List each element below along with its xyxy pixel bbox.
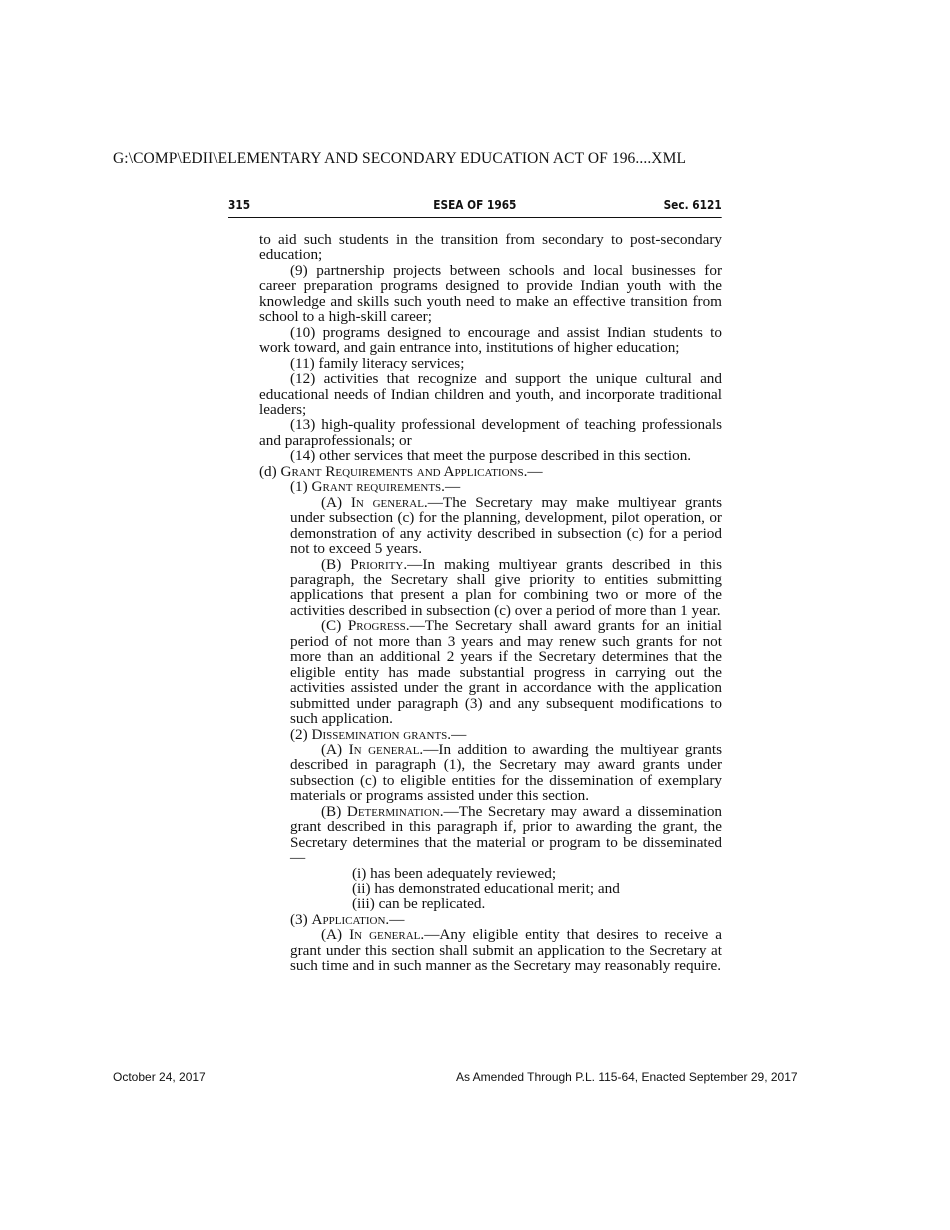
clause-d2B-iii: (iii) can be replicated. [352, 895, 486, 913]
subparagraph-d1A-number: (A) [321, 493, 351, 511]
running-head [228, 197, 722, 218]
subparagraph-d1A-title: In general. [350, 493, 428, 511]
paragraph-d1-title: Grant requirements. [311, 478, 445, 496]
paragraph-14: (14) other services that meet the purpose described in this section. [290, 447, 692, 465]
subparagraph-d2A [259, 742, 722, 804]
subparagraph-d2A-number: (A) [321, 740, 349, 758]
subparagraph-d1B-number: (B) [321, 555, 351, 573]
paragraph-d2-number: (2) [290, 725, 312, 743]
paragraph-8-continued: to aid such students in the transition from secondary to post-secondary education; [259, 231, 722, 264]
footer-amended-through: As Amended Through P.L. 115-64, Enacted September 29, 2017 [456, 1070, 798, 1084]
subparagraph-d2A-title: In general. [348, 740, 424, 758]
paragraph-d2-dash: — [451, 725, 467, 743]
subparagraph-d1C [259, 618, 722, 726]
paragraph-d3-number: (3) [290, 910, 312, 928]
file-path-header: G:\COMP\EDII\ELEMENTARY AND SECONDARY EDUCATION ACT OF 196....XML [113, 150, 687, 167]
subsection-d-title: Grant Requirements and Applications. [280, 462, 528, 480]
footer-date: October 24, 2017 [113, 1070, 206, 1084]
subparagraph-d3A-number: (A) [321, 926, 350, 944]
paragraph-13: (13) high-quality professional development of teaching professionals and paraprofessionals; or [259, 416, 722, 449]
subsection-d-heading [259, 464, 722, 479]
paragraph-d1-dash: — [444, 478, 461, 496]
clause-d2B-i: (i) has been adequately reviewed; [352, 864, 557, 882]
section-number: Sec. 6121 [663, 198, 722, 212]
subparagraph-d1C-number: (C) [321, 617, 348, 635]
subparagraph-d1B [259, 557, 722, 619]
paragraph-9: (9) partnership projects between schools and local businesses for career preparation programs designed to provide Indian youth with the knowledge and skills such youth need to make an effective transition from school to a high-skill career; [259, 261, 722, 326]
subparagraph-d3A [259, 927, 722, 973]
subparagraph-d2A-text: —In addition to awarding the multiyear grants described in paragraph (1), the Secretary may award grants under subsection (c) to eligible entities for the dissemination of exemplary materials or programs assisted under this section. [290, 740, 722, 805]
paragraph-d3-dash: — [389, 910, 405, 928]
subparagraph-d1C-text: —The Secretary shall award grants for an initial period of not more than 3 years and may renew such grants for not more than an additional 2 years if the Secretary determines that the eligible entity has made substantial progress in carrying out the activities assisted under the grant in accordance with the application submitted under paragraph (3) and any subsequent modifications to such application. [290, 617, 723, 728]
paragraph-11: (11) family literacy services; [290, 354, 465, 372]
subsection-d-number: (d) [259, 462, 281, 480]
subparagraph-d2B-number: (B) [321, 802, 347, 820]
subparagraph-d2B-text: —The Secretary may award a dissemination grant described in this paragraph if, prior to awarding the grant, the Secretary determines that the material or program to be disseminated— [290, 802, 723, 867]
subparagraph-d1B-title: Priority. [350, 555, 408, 573]
page-number: 315 [228, 198, 251, 212]
statute-body [259, 232, 722, 974]
subsection-d-dash: — [527, 462, 543, 480]
subparagraph-d2B-title: Determination. [346, 802, 444, 820]
paragraph-d2-title: Dissemination grants. [311, 725, 452, 743]
subparagraph-d1A [259, 495, 722, 557]
subparagraph-d1A-text: —The Secretary may make multiyear grants under subsection (c) for the planning, development, pilot operation, or demonstration of any activity described in subsection (c) for a period not to exceed 5 years. [290, 493, 722, 558]
subparagraph-d1C-title: Progress. [347, 617, 410, 635]
paragraph-d2-heading [259, 727, 722, 742]
subparagraph-d1B-text: —In making multiyear grants described in this paragraph, the Secretary shall give priority to entities submitting applications that present a plan for combining two or more of the activities described in subsection (c) over a period of more than 1 year. [290, 555, 722, 619]
paragraph-d3-heading [259, 912, 722, 927]
paragraph-d1-heading [259, 479, 722, 494]
clause-d2B-ii: (ii) has demonstrated educational merit; and [352, 880, 620, 898]
paragraph-d3-title: Application. [311, 910, 390, 928]
subparagraph-d2B [259, 804, 722, 866]
subparagraph-d3A-title: In general. [349, 926, 425, 944]
act-title: ESEA OF 1965 [433, 198, 517, 212]
subparagraph-d3A-text: —Any eligible entity that desires to receive a grant under this section shall submit an application to the Secretary at such time and in such manner as the Secretary may reasonably require. [290, 926, 722, 975]
paragraph-12: (12) activities that recognize and support the unique cultural and educational needs of Indian children and youth, and incorporate traditional leaders; [259, 370, 722, 418]
paragraph-d1-number: (1) [290, 478, 312, 496]
paragraph-10: (10) programs designed to encourage and assist Indian students to work toward, and gain entrance into, institutions of higher education; [259, 323, 722, 357]
